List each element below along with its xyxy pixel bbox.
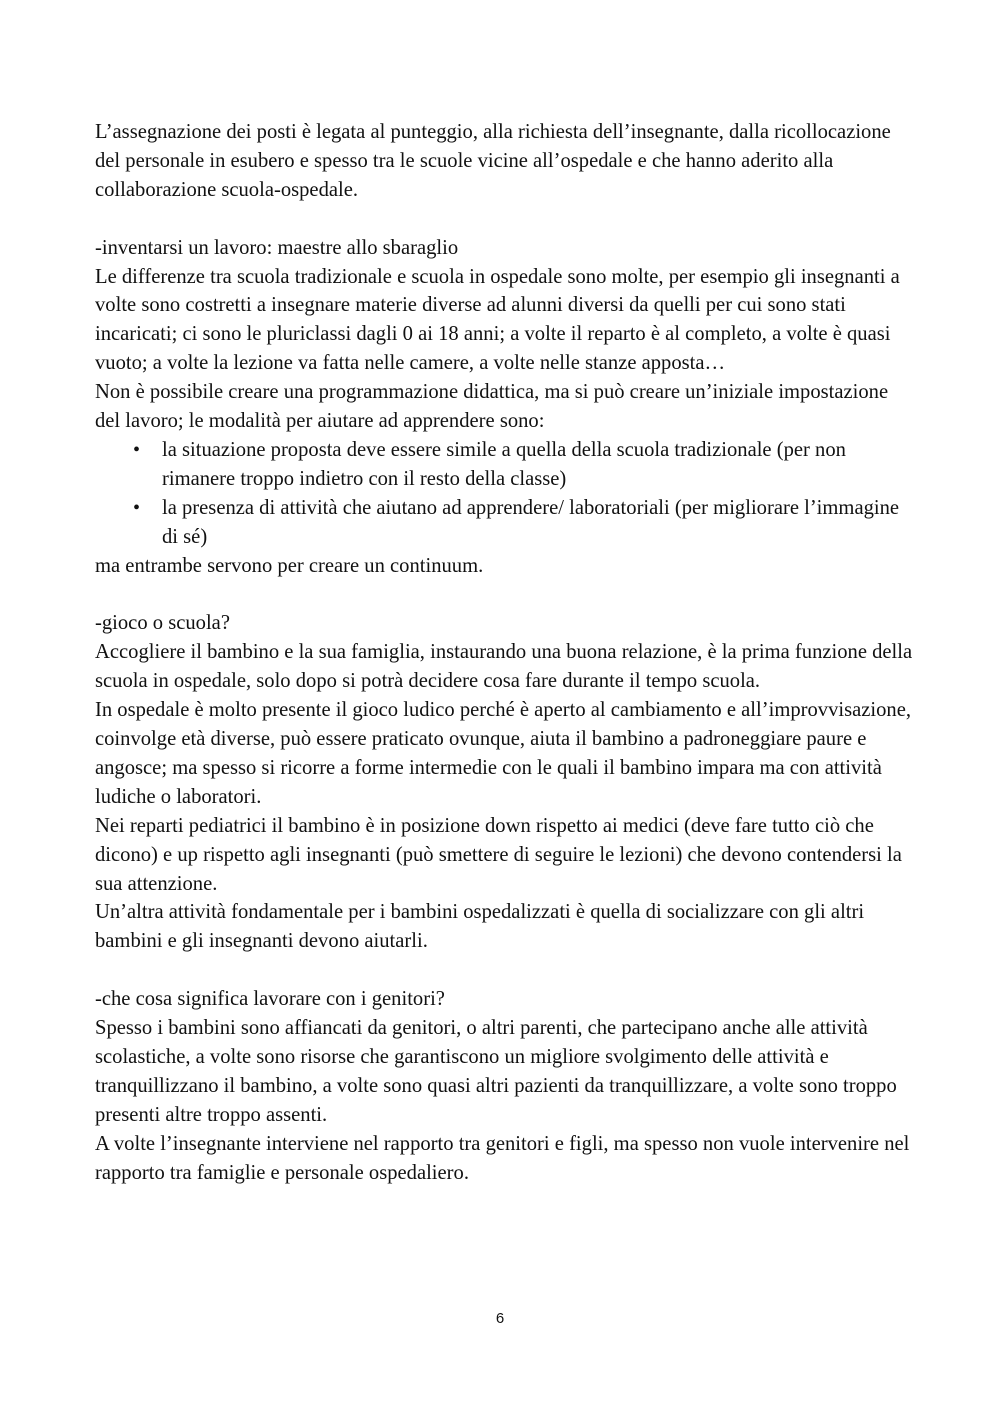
- bullet-item-lab-activities: • la presenza di attività che aiutano ad apprendere/ laboratoriali (per migliorare l’immagine di sé): [95, 494, 915, 552]
- section-heading-inventing-work: -inventarsi un lavoro: maestre allo sbaraglio: [95, 236, 459, 259]
- bullet-list: [95, 436, 915, 552]
- paragraph-gap: [95, 580, 915, 609]
- paragraph-parents-present: Spesso i bambini sono affiancati da genitori, o altri parenti, che partecipano anche alle attività scolastiche, a volte sono risorse che garantiscono un migliore svolgimento delle attività e tranquillizzano il bambino, a volte sono quasi altri pazienti da tranquillizzare, a volte sono troppo presenti altre troppo assenti.: [95, 1017, 897, 1126]
- paragraph-continuum: ma entrambe servono per creare un continuum.: [95, 554, 484, 577]
- document-body: [95, 118, 915, 1187]
- page-number: 6: [495, 1310, 505, 1327]
- paragraph-programming: Non è possibile creare una programmazione didattica, ma si può creare un’iniziale impostazione del lavoro; le modalità per aiutare ad apprendere sono:: [95, 381, 889, 433]
- paragraph-differences: Le differenze tra scuola tradizionale e scuola in ospedale sono molte, per esempio gli insegnanti a volte sono costretti a insegnare materie diverse ad alunni diversi da quelli per cui sono stati incaricati; ci sono le pluriclassi dagli 0 ai 18 anni; a volte il reparto è al completo, a volte è quasi vuoto; a volte la lezione va fatta nelle camere, a volte nelle stanze apposta…: [95, 265, 900, 375]
- section-heading-working-with-parents: -che cosa significa lavorare con i genitori?: [95, 988, 445, 1011]
- paragraph-gap: [95, 205, 915, 234]
- paragraph-assignment: L’assegnazione dei posti è legata al punteggio, alla richiesta dell’insegnante, dalla ricollocazione del personale in esubero e spesso tra le scuole vicine all’ospedale e che hanno aderito alla collaborazione scuola-ospedale.: [95, 121, 891, 201]
- bullet-item-traditional-situation: • la situazione proposta deve essere simile a quella della scuola tradizionale (per non rimanere troppo indietro con il resto della classe): [95, 436, 915, 494]
- section-heading-play-or-school: -gioco o scuola?: [95, 612, 230, 635]
- paragraph-pediatric-wards: Nei reparti pediatrici il bambino è in posizione down rispetto ai medici (deve fare tutto ciò che dicono) e up rispetto agli insegnanti (può smettere di seguire le lezioni) che devono contendersi la sua attenzione.: [95, 814, 902, 895]
- paragraph-gap: [95, 956, 915, 985]
- paragraph-socializing: Un’altra attività fondamentale per i bambini ospedalizzati è quella di socializzare con gli altri bambini e gli insegnanti devono aiutarli.: [95, 901, 865, 953]
- paragraph-teacher-intervenes: A volte l’insegnante interviene nel rapporto tra genitori e figli, ma spesso non vuole intervenire nel rapporto tra famiglie e personale ospedaliero.: [95, 1132, 910, 1184]
- paragraph-play-in-hospital: In ospedale è molto presente il gioco ludico perché è aperto al cambiamento e all’improvvisazione, coinvolge età diverse, può essere praticato ovunque, aiuta il bambino a padroneggiare paure e angosce; ma spesso si ricorre a forme intermedie con le quali il bambino impara ma con attività ludiche o laboratori.: [95, 699, 912, 808]
- paragraph-welcome-child: Accogliere il bambino e la sua famiglia, instaurando una buona relazione, è la prima funzione della scuola in ospedale, solo dopo si potrà decidere cosa fare durante il tempo scuola.: [95, 641, 913, 693]
